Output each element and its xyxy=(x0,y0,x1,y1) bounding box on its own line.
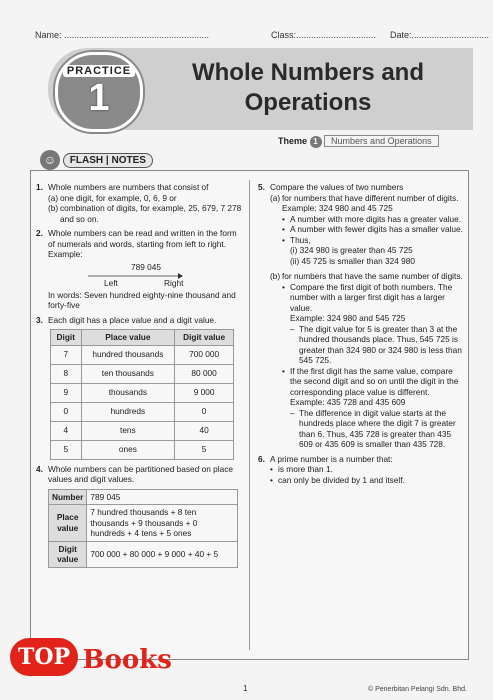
table-cell: 4 xyxy=(51,421,82,440)
table-row xyxy=(51,383,234,402)
table-cell: 0 xyxy=(175,402,234,421)
table-cell: ten thousands xyxy=(81,364,175,383)
right-column xyxy=(258,182,463,489)
table-cell: 700 000 xyxy=(175,345,234,364)
table-cell: 9 000 xyxy=(175,383,234,402)
table-row xyxy=(51,345,234,364)
table-row xyxy=(51,364,234,383)
column-divider xyxy=(249,180,250,650)
note-6: 6. A prime number is a number that: • is more than 1. • can only be divided by 1 and itself. xyxy=(258,453,405,485)
copyright: © Penerbitan Pelangi Sdn. Bhd. xyxy=(368,686,467,693)
page-title: Whole Numbers and Operations xyxy=(191,59,425,116)
left-column xyxy=(36,182,244,572)
left-right-arrow: 789 045 Left Right xyxy=(48,262,244,288)
table-cell: 5 xyxy=(51,440,82,459)
table-row xyxy=(51,440,234,459)
theme-label: Theme xyxy=(278,136,308,146)
table-cell: tens xyxy=(81,421,175,440)
table-cell: hundred thousands xyxy=(81,345,175,364)
table-cell: 7 xyxy=(51,345,82,364)
partition-table: Number 789 045 Place value 7 hundred thousands + 8 ten thousands + 9 thousands + 0 hundreds + 4 tens + 5 ones Digit value 700 000 + 80 000 + 9 000 + 40 + 5 xyxy=(48,489,238,568)
topbooks-logo: TOP Books xyxy=(10,638,172,686)
practice-number: 1 xyxy=(88,77,110,119)
table-cell: 40 xyxy=(175,421,234,440)
flash-notes-header: ☺ FLASH | NOTES xyxy=(40,150,153,170)
practice-badge xyxy=(55,52,143,132)
note-2: 2. Whole numbers can be read and written in the form of numerals and words, starting from left to right. Example: 789 045 Left Right In words: Seven hundred eighty-nine thousand and forty-five xyxy=(36,228,244,311)
lightbulb-icon: ☺ xyxy=(40,150,60,170)
class-field: Class:................................ xyxy=(271,30,377,40)
table-cell: hundreds xyxy=(81,402,175,421)
practice-label: PRACTICE xyxy=(63,65,135,77)
table-cell: 9 xyxy=(51,383,82,402)
table-row xyxy=(51,421,234,440)
table-cell: ones xyxy=(81,440,175,459)
note-3: 3. Each digit has a place value and a digit value. Digit Place value Digit value 7 hundred thousands 700 000 8 ten thousands 80 000 9 thousands 9 000 0 hundreds 0 4 tens 40 5 ones 5 xyxy=(36,315,244,460)
theme-name: Numbers and Operations xyxy=(324,135,439,147)
table-cell: 80 000 xyxy=(175,364,234,383)
note-1: 1. Whole numbers are numbers that consist of (a) one digit, for example, 0, 6, 9 or (b) combination of digits, for example, 25, 679, 7 278 and so on. xyxy=(36,182,242,224)
date-field: Date:............................... xyxy=(390,30,490,40)
table-cell: 8 xyxy=(51,364,82,383)
note-5: 5. Compare the values of two numbers (a) for numbers that have different number of digits. Example: 324 980 and 45 725 • A number with more digits has a greater value. • A number with fewer digits has a smaller value. • Thus, (i) 324 980 is greater than 45 725 (ii) 45 725 is smaller than 324 980 (b) for numbers that have the same number of digits. • Compare the first digit of both numbers. The number with a larger first digit has a larger value. Example: 324 980 and 545 725 – The digit value for 5 is greater than 3 at the hundred thousands place. Thus, 545 725 is greater than 324 980 or 324 980 is less than 545 725. • If the first digit has the same value, compare the second digit and so on until the digit in the corresponding place value is different. Example: 435 728 and 435 609 – The difference in digit value starts at the hundreds place where the digit 7 is greater than 6. Thus, 435 728 is greater than 435 609 or 435 609 is smaller than 435 728. xyxy=(258,182,463,449)
note-4: 4. Whole numbers can be partitioned based on place values and digit values. Number 789 045 Place value 7 hundred thousands + 8 ten thousands + 9 thousands + 0 hundreds + 4 tens + 5 ones Digit value 700 000 + 80 000 + 9 000 + 40 + 5 xyxy=(36,464,244,568)
table-row xyxy=(51,402,234,421)
notes-label: NOTES xyxy=(111,154,146,166)
table-cell: 0 xyxy=(51,402,82,421)
place-value-table: Digit Place value Digit value 7 hundred thousands 700 000 8 ten thousands 80 000 9 thousands 9 000 0 hundreds 0 4 tens 40 5 ones 5 xyxy=(50,329,234,460)
name-field: Name: .......................................................... xyxy=(35,30,210,40)
page-number: 1 xyxy=(243,684,248,693)
table-cell: thousands xyxy=(81,383,175,402)
theme-number: 1 xyxy=(310,136,322,148)
table-cell: 5 xyxy=(175,440,234,459)
flash-label: FLASH xyxy=(69,154,104,166)
theme-tag xyxy=(278,135,439,148)
